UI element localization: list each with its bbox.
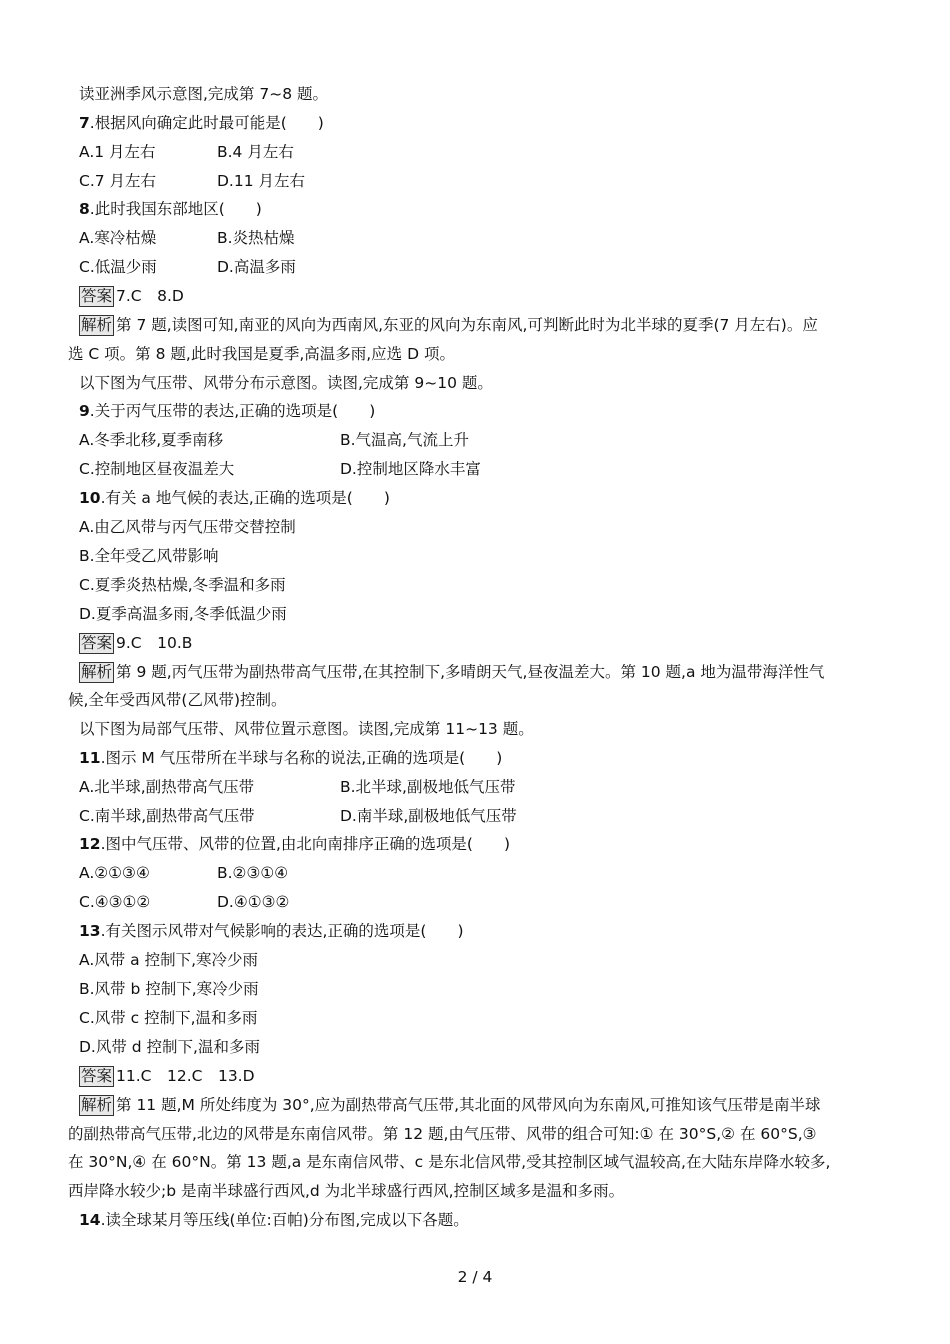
explanation-11-13-cont1: 的副热带高气压带,北边的风带是东南信风带。第 12 题,由气压带、风带的组合可知:① 在 30°S,② 在 60°S,③	[68, 1125, 817, 1143]
option-13c: C.风带 c 控制下,温和多雨	[79, 1009, 258, 1027]
question-number: 10	[79, 489, 101, 507]
page-number: 2 / 4	[457, 1268, 493, 1286]
question-stem: .图中气压带、风带的位置,由北向南排序正确的选项是( )	[100, 835, 511, 853]
option-11b: B.北半球,副极地低气压带	[340, 778, 516, 796]
question-stem: .读全球某月等压线(单位:百帕)分布图,完成以下各题。	[100, 1211, 469, 1229]
question-number: 9	[79, 402, 90, 420]
question-9	[79, 400, 375, 422]
option-11a: A.北半球,副热带高气压带	[79, 778, 255, 796]
answer-text: 7.C 8.D	[116, 287, 184, 305]
answer-11-13	[79, 1065, 255, 1087]
option-7b: B.4 月左右	[217, 143, 294, 161]
intro-q11-13: 以下图为局部气压带、风带位置示意图。读图,完成第 11~13 题。	[79, 720, 534, 738]
option-9b: B.气温高,气流上升	[340, 431, 469, 449]
option-8c: C.低温少雨	[79, 258, 157, 276]
explanation-tag: 解析	[81, 663, 113, 681]
option-11c: C.南半球,副热带高气压带	[79, 807, 255, 825]
answer-text: 9.C 10.B	[116, 634, 193, 652]
explanation-9-10	[79, 661, 824, 683]
question-number: 12	[79, 835, 101, 853]
option-10b: B.全年受乙风带影响	[79, 547, 219, 565]
question-12	[79, 833, 510, 855]
intro-q9-10: 以下图为气压带、风带分布示意图。读图,完成第 9~10 题。	[79, 374, 493, 392]
option-9a: A.冬季北移,夏季南移	[79, 431, 224, 449]
question-number: 13	[79, 922, 101, 940]
question-stem: .关于丙气压带的表达,正确的选项是( )	[89, 402, 376, 420]
explanation-text: 第 11 题,M 所处纬度为 30°,应为副热带高气压带,其北面的风带风向为东南风,可推知该气压带是南半球	[116, 1096, 821, 1114]
question-7	[79, 112, 324, 134]
question-number: 11	[79, 749, 101, 767]
option-12d: D.④①③②	[217, 893, 290, 911]
option-8b: B.炎热枯燥	[217, 229, 295, 247]
explanation-text: 第 9 题,丙气压带为副热带高气压带,在其控制下,多晴朗天气,昼夜温差大。第 10 题,a 地为温带海洋性气	[116, 663, 825, 681]
option-9c: C.控制地区昼夜温差大	[79, 460, 235, 478]
explanation-tag: 解析	[81, 1096, 113, 1114]
answer-9-10	[79, 632, 192, 654]
option-10c: C.夏季炎热枯燥,冬季温和多雨	[79, 576, 286, 594]
explanation-7-8-cont: 选 C 项。第 8 题,此时我国是夏季,高温多雨,应选 D 项。	[68, 345, 455, 363]
option-7d: D.11 月左右	[217, 172, 306, 190]
question-stem: .此时我国东部地区( )	[89, 200, 262, 218]
option-12c: C.④③①②	[79, 893, 151, 911]
explanation-11-13	[79, 1094, 821, 1116]
intro-q7-8: 读亚洲季风示意图,完成第 7~8 题。	[79, 85, 328, 103]
question-stem: .图示 M 气压带所在半球与名称的说法,正确的选项是( )	[100, 749, 503, 767]
option-7a: A.1 月左右	[79, 143, 156, 161]
question-11	[79, 747, 502, 769]
option-9d: D.控制地区降水丰富	[340, 460, 481, 478]
answer-tag: 答案	[81, 1067, 113, 1085]
question-number: 7	[79, 114, 90, 132]
explanation-9-10-cont: 候,全年受西风带(乙风带)控制。	[68, 691, 287, 709]
option-11d: D.南半球,副极地低气压带	[340, 807, 517, 825]
answer-7-8	[79, 285, 184, 307]
explanation-11-13-cont3: 西岸降水较少;b 是南半球盛行西风,d 为北半球盛行西风,控制区域多是温和多雨。	[68, 1182, 625, 1200]
question-number: 8	[79, 200, 90, 218]
option-12b: B.②③①④	[217, 864, 289, 882]
question-number: 14	[79, 1211, 101, 1229]
explanation-tag: 解析	[81, 316, 113, 334]
question-stem: .根据风向确定此时最可能是( )	[89, 114, 324, 132]
answer-text: 11.C 12.C 13.D	[116, 1067, 255, 1085]
answer-tag: 答案	[81, 634, 113, 652]
question-stem: .有关 a 地气候的表达,正确的选项是( )	[100, 489, 390, 507]
option-8d: D.高温多雨	[217, 258, 296, 276]
explanation-11-13-cont2: 在 30°N,④ 在 60°N。第 13 题,a 是东南信风带、c 是东北信风带,受其控制区域气温较高,在大陆东岸降水较多,	[68, 1153, 831, 1171]
explanation-text: 第 7 题,读图可知,南亚的风向为西南风,东亚的风向为东南风,可判断此时为北半球的夏季(7 月左右)。应	[116, 316, 818, 334]
question-8	[79, 198, 262, 220]
option-10d: D.夏季高温多雨,冬季低温少雨	[79, 605, 287, 623]
option-12a: A.②①③④	[79, 864, 150, 882]
question-13	[79, 920, 464, 942]
question-10	[79, 487, 390, 509]
question-stem: .有关图示风带对气候影响的表达,正确的选项是( )	[100, 922, 464, 940]
option-13d: D.风带 d 控制下,温和多雨	[79, 1038, 260, 1056]
question-14	[79, 1209, 469, 1231]
explanation-7-8	[79, 314, 818, 336]
option-8a: A.寒冷枯燥	[79, 229, 157, 247]
option-10a: A.由乙风带与丙气压带交替控制	[79, 518, 296, 536]
option-7c: C.7 月左右	[79, 172, 157, 190]
answer-tag: 答案	[81, 287, 113, 305]
option-13a: A.风带 a 控制下,寒冷少雨	[79, 951, 259, 969]
option-13b: B.风带 b 控制下,寒冷少雨	[79, 980, 259, 998]
